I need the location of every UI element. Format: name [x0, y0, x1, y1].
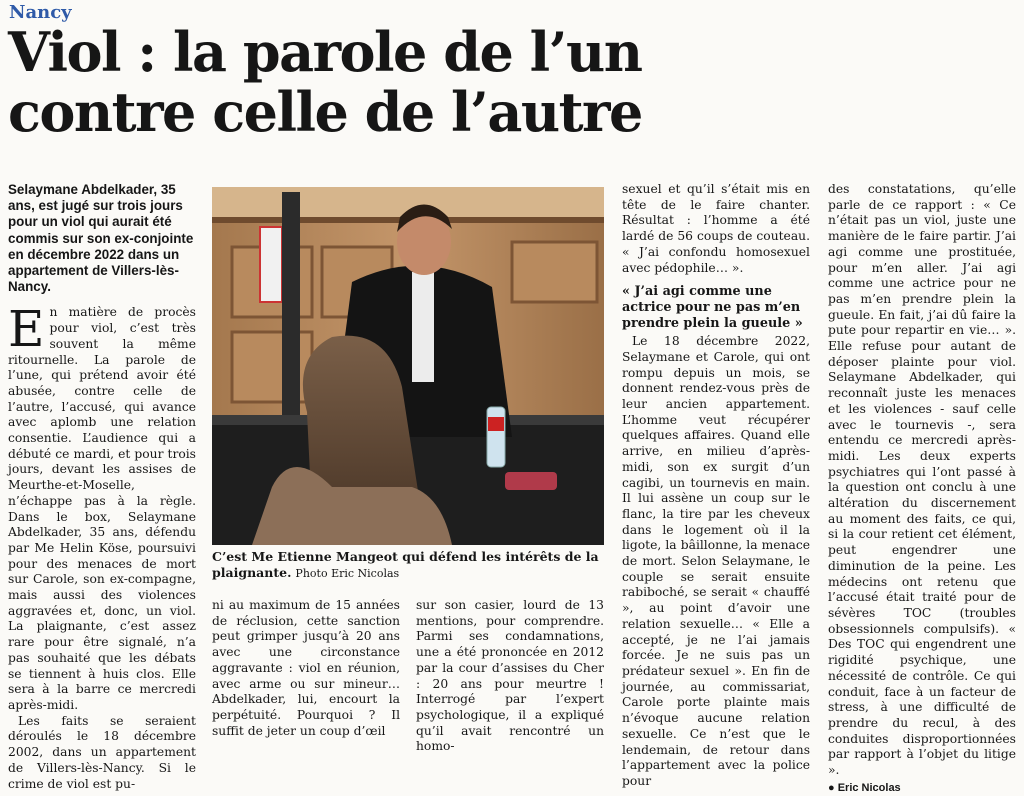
body-paragraph: Le 18 décembre 2022, Selaymane et Carole, qui ont rompu depuis un mois, se donnent rendez-vous près de leur ancien appartement. L’homme veut récupérer quelques affaires. Quand elle arrive, en milieu d’après-midi, son ex surgit d’un cagibi, un tournevis en main. Il lui assène un coup sur le flanc, la tire par les cheveux dans le logement où il la ligote, la bâillonne, la menace de mort. Selon Selaymane, le couple se serait ensuite rabiboché, se serait « chauffé », au point d’avoir une relation sexuelle… « Elle a accepté, je ne l’ai jamais forcée. Je ne suis pas un prédateur sexuel ». En fin de journée, au commissariat, Carole porte plainte mais n’évoque aucune relation sexuelle. Ce n’est que le lendemain, de retour dans l’appartement avec la police pour [622, 334, 810, 788]
author-signature: ● Eric Nicolas [828, 781, 901, 794]
column-5 [828, 182, 1016, 794]
column-2 [212, 598, 400, 738]
lead-paragraph: Selaymane Abdelkader, 35 ans, est jugé sur trois jours pour un viol qui aurait été commis sur son ex-conjointe en décembre 2022 dans un appartement de Villers-lès-Nancy. [8, 182, 194, 295]
body-paragraph: sexuel et qu’il s’était mis en tête de le faire chanter. Résultat : l’homme a été lardé de 56 coups de couteau. « J’ai confondu homosexuel avec pédophile… ». [622, 182, 810, 275]
body-paragraph: ni au maximum de 15 années de réclusion, cette sanction peut grimper jusqu’à 20 ans avec une circonstance aggravante : viol en réunion, avec arme ou sur mineur… Abdelkader, lui, encourt la perpétuité. Pourquoi ? Il suffit de jeter un coup d’œil [212, 598, 400, 738]
photo-illustration [212, 187, 604, 545]
column-3 [416, 598, 604, 754]
headline: Viol : la parole de l’un contre celle de l’autre [8, 20, 642, 144]
column-4 [622, 182, 810, 788]
column-1 [8, 182, 196, 791]
section-kicker: Nancy [9, 2, 72, 23]
body-paragraph: Les faits se seraient déroulés le 18 décembre 2002, dans un appartement de Villers-lès-Nancy. Si le crime de viol est pu- [8, 713, 196, 791]
drop-cap: E [8, 300, 45, 359]
courtroom-photo [212, 187, 604, 545]
body-paragraph [8, 300, 196, 713]
photo-caption [212, 549, 604, 582]
body-paragraph: des constatations, qu’elle parle de ce rapport : « Ce n’était pas un viol, juste une manière de le faire partir. J’ai agi comme une prostituée, pour m’en aller. J’ai agi comme une actrice pour ne pas m’en prendre plein la gueule. En fait, j’ai dû faire la pute pour repartir en vie… ». Elle refuse pour autant de déposer plainte pour viol. Selaymane Abdelkader, qui reconnaît juste les menaces et les violences - sauf celle avec le tournevis -, sera entendu ce mercredi après-midi. Les deux experts psychiatres qui l’ont passé à la question ont conclu à une altération du discernement au moment des faits, ce qui, si la cour retient cet élément, peut engendrer une diminution de la peine. Les médecins ont retenu que l’accusé était traité pour de sévères TOC (troubles obsessionnels compulsifs). « Des TOC qui engendrent une rigidité psychique, une nécessité de contrôle. Ce qui conduit, face à un facteur de stress, à une difficulté de prendre du recul, à des conduites disproportionnées par rapport à l’objet du litige ». [828, 182, 1016, 778]
photo-credit: Photo Eric Nicolas [295, 567, 400, 580]
body-paragraph: sur son casier, lourd de 13 mentions, pour comprendre. Parmi ses condamnations, une a été prononcée en 2012 par la cour d’assises du Cher : 20 ans pour meurtre ! Interrogé par l’expert psychologique, il a expliqué qu’il avait rencontré un homo- [416, 598, 604, 754]
intertitle: « J’ai agi comme une actrice pour ne pas m’en prendre plein la gueule » [622, 284, 803, 332]
caption-text: C’est Me Etienne Mangeot qui défend les intérêts de la plaignante. [212, 549, 599, 580]
paragraph-text: n matière de procès pour viol, c’est très souvent la même ritournelle. La parole de l’une, qui prétend avoir été abusée, contre celle de l’autre, l’accusé, qui avance avec aplomb une relation consentie. L’audience qui a débuté ce mardi, et pour trois jours, devant les assises de Meurthe-et-Moselle, n’échappe pas à la règle. Dans le box, Selaymane Abdelkader, 35 ans, défendu par Me Helin Köse, poursuivi pour des menaces de mort sur Carole, son ex-compagne, mais aussi des violences aggravées et, donc, un viol. La plaignante, c’est assez rare pour être signalé, n’a pas souhaité que les débats se tiennent à huis clos. Elle sera à la barre ce mercredi après-midi. [8, 305, 196, 712]
